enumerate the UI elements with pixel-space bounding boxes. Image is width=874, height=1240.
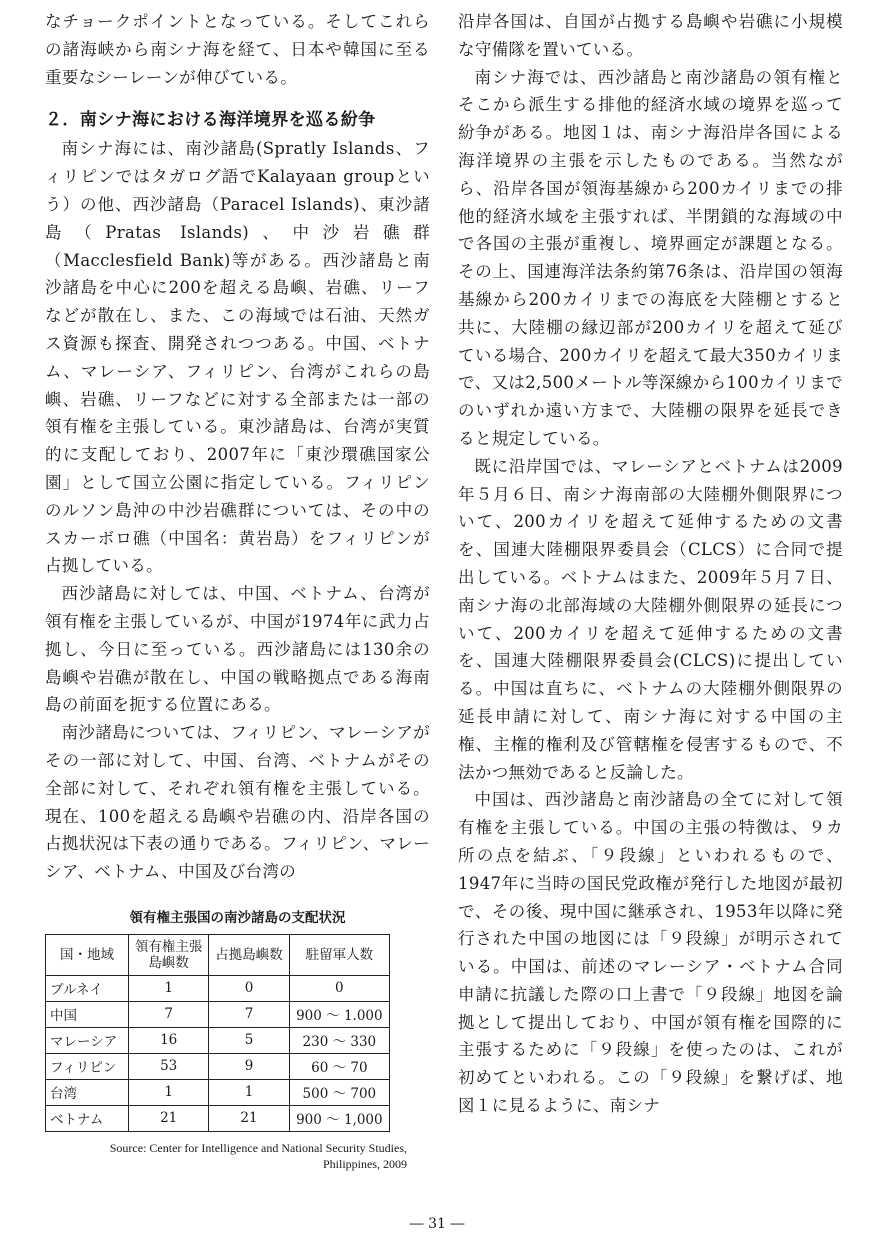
table-source-line: Philippines, 2009 — [322, 1156, 407, 1171]
table-cell: 21 — [209, 1105, 289, 1131]
table-row — [46, 1001, 390, 1027]
section-heading: ２．南シナ海における海洋境界を巡る紛争 — [45, 110, 376, 131]
table-row — [46, 1105, 390, 1131]
table-cell: ブルネイ — [46, 975, 129, 1001]
right-paragraph-2: 既に沿岸国では、マレーシアとベトナムは2009年５月６日、南シナ海南部の大陸棚外側限界について、200カイリを超えて延伸するための文書を、国連大陸棚限界委員会（CLCS）に合同で提出している。ベトナムはまた、2009年５月７日、南シナ海の北部海域の大陸棚外側限界の延長について、200カイリを超えて延伸するための文書を、国連大陸棚限界委員会(CLCS)に提出している。中国は直ちに、ベトナムの大陸棚外側限界の延長申請に対して、南シナ海に対する中国の主権、主権的権利及び管轄権を侵害するもので、不法かつ無効であると反論した。 — [458, 456, 843, 782]
table-cell: 0 — [209, 975, 289, 1001]
page-number: ― 31 ― — [409, 1216, 465, 1232]
table-cell: 中国 — [46, 1001, 129, 1027]
table-cell: 900 ～ 1,000 — [289, 1105, 389, 1131]
table-cell: 5 — [209, 1027, 289, 1053]
table-cell: 500 ～ 700 — [289, 1079, 389, 1105]
table-cell: 230 ～ 330 — [289, 1027, 389, 1053]
table-cell: 1 — [129, 1079, 209, 1105]
right-paragraph-1: 南シナ海では、西沙諸島と南沙諸島の領有権とそこから派生する排他的経済水域の境界を巡って紛争がある。地図１は、南シナ海沿岸各国による海洋境界の主張を示したものである。当然ながら、沿岸各国が領海基線から200カイリまでの排他的経済水域を主張すれば、半閉鎖的な海域の中で各国の主張が重複し、境界画定が課題となる。その上、国連海洋法条約第76条は、沿岸国の領海基線から200カイリまでの海底を大陸棚とすると共に、大陸棚の縁辺部が200カイリを超えて延びている場合、200カイリを超えて最大350カイリまで、又は2,500メートル等深線から100カイリまでのいずれか遠い方まで、大陸棚の限界を延長できると規定している。 — [458, 67, 843, 448]
left-paragraph-3: 南沙諸島については、フィリピン、マレーシアがその一部に対して、中国、台湾、ベトナムがその全部に対して、それぞれ領有権を主張している。現在、100を超える島嶼や岩礁の内、沿岸各国の占拠状況は下表の通りである。フィリピン、マレーシア、ベトナム、中国及び台湾の — [45, 723, 430, 882]
table-header-cell: 占拠島嶼数 — [209, 934, 289, 975]
right-column — [458, 8, 843, 1120]
sovereignty-table — [45, 934, 390, 1132]
table-cell: 0 — [289, 975, 389, 1001]
table-source — [45, 1140, 407, 1172]
table-header-cell: 駐留軍人数 — [289, 934, 389, 975]
table-row — [46, 975, 390, 1001]
right-paragraph-continued: 沿岸各国は、自国が占拠する島嶼や岩礁に小規模な守備隊を置いている。 — [458, 12, 843, 59]
table-cell: マレーシア — [46, 1027, 129, 1053]
left-paragraph-1: 南シナ海には、南沙諸島(Spratly Islands、フィリピンではタガログ語でKalayaan groupという）の他、西沙諸島（Paracel Islands)、東沙諸島（Pratas Islands)、中沙岩礁群（Macclesfield Bank)等がある。西沙諸島と南沙諸島を中心に200を超える島嶼、岩礁、リーフなどが散在し、また、この海域では石油、天然ガス資源も探査、開発されつつある。中国、ベトナム、マレーシア、フィリピン、台湾がこれらの島嶼、岩礁、リーフなどに対する全部または一部の領有権を主張している。東沙諸島は、台湾が実質的に支配しており、2007年に「東沙環礁国家公園」として国立公園に指定している。フィリピンのルソン島沖の中沙岩礁群については、その中のスカーボロ礁（中国名：黄岩島）をフィリピンが占拠している。 — [45, 139, 430, 576]
table-cell: 53 — [129, 1053, 209, 1079]
table-header-cell: 領有権主張 島嶼数 — [129, 934, 209, 975]
table-cell: 台湾 — [46, 1079, 129, 1105]
table-caption: 領有権主張国の南沙諸島の支配状況 — [129, 909, 346, 926]
table-cell: フィリピン — [46, 1053, 129, 1079]
table-source-line: Source: Center for Intelligence and National Security Studies, — [109, 1140, 407, 1155]
table-cell: 7 — [209, 1001, 289, 1027]
table-row — [46, 1053, 390, 1079]
table-row — [46, 1079, 390, 1105]
table-row — [46, 1027, 390, 1053]
table-cell: 900 ～ 1.000 — [289, 1001, 389, 1027]
table-cell: 16 — [129, 1027, 209, 1053]
table-cell: 21 — [129, 1105, 209, 1131]
left-paragraph-continued: なチョークポイントとなっている。そしてこれらの諸海峡から南シナ海を経て、日本や韓国に至る重要なシーレーンが伸びている。 — [45, 12, 430, 87]
left-column — [45, 8, 430, 1172]
left-paragraph-2: 西沙諸島に対しては、中国、ベトナム、台湾が領有権を主張しているが、中国が1974年に武力占拠し、今日に至っている。西沙諸島には130余の島嶼や岩礁が散在し、中国の戦略拠点である海南島の前面を扼する位置にある。 — [45, 584, 430, 715]
table-header-cell: 国・地域 — [46, 934, 129, 975]
table-cell: ベトナム — [46, 1105, 129, 1131]
table-header-row — [46, 934, 390, 975]
table-cell: 1 — [209, 1079, 289, 1105]
table-cell: 1 — [129, 975, 209, 1001]
table-cell: 7 — [129, 1001, 209, 1027]
table-cell: 60 ～ 70 — [289, 1053, 389, 1079]
right-paragraph-3: 中国は、西沙諸島と南沙諸島の全てに対して領有権を主張している。中国の主張の特徴は、９カ所の点を結ぶ、「９段線」といわれるもので、1947年に当時の国民党政権が発行した地図が最初で、その後、現中国に継承され、1953年以降に発行された中国の地図には「９段線」が明示されている。中国は、前述のマレーシア・ベトナム合同申請に抗議した際の口上書で「９段線」地図を論拠として提出しており、中国が領有権を国際的に主張するために「９段線」を使ったのは、これが初めてといわれる。この「９段線」を繋げば、地図１に見るように、南シナ — [458, 790, 843, 1116]
table-cell: 9 — [209, 1053, 289, 1079]
